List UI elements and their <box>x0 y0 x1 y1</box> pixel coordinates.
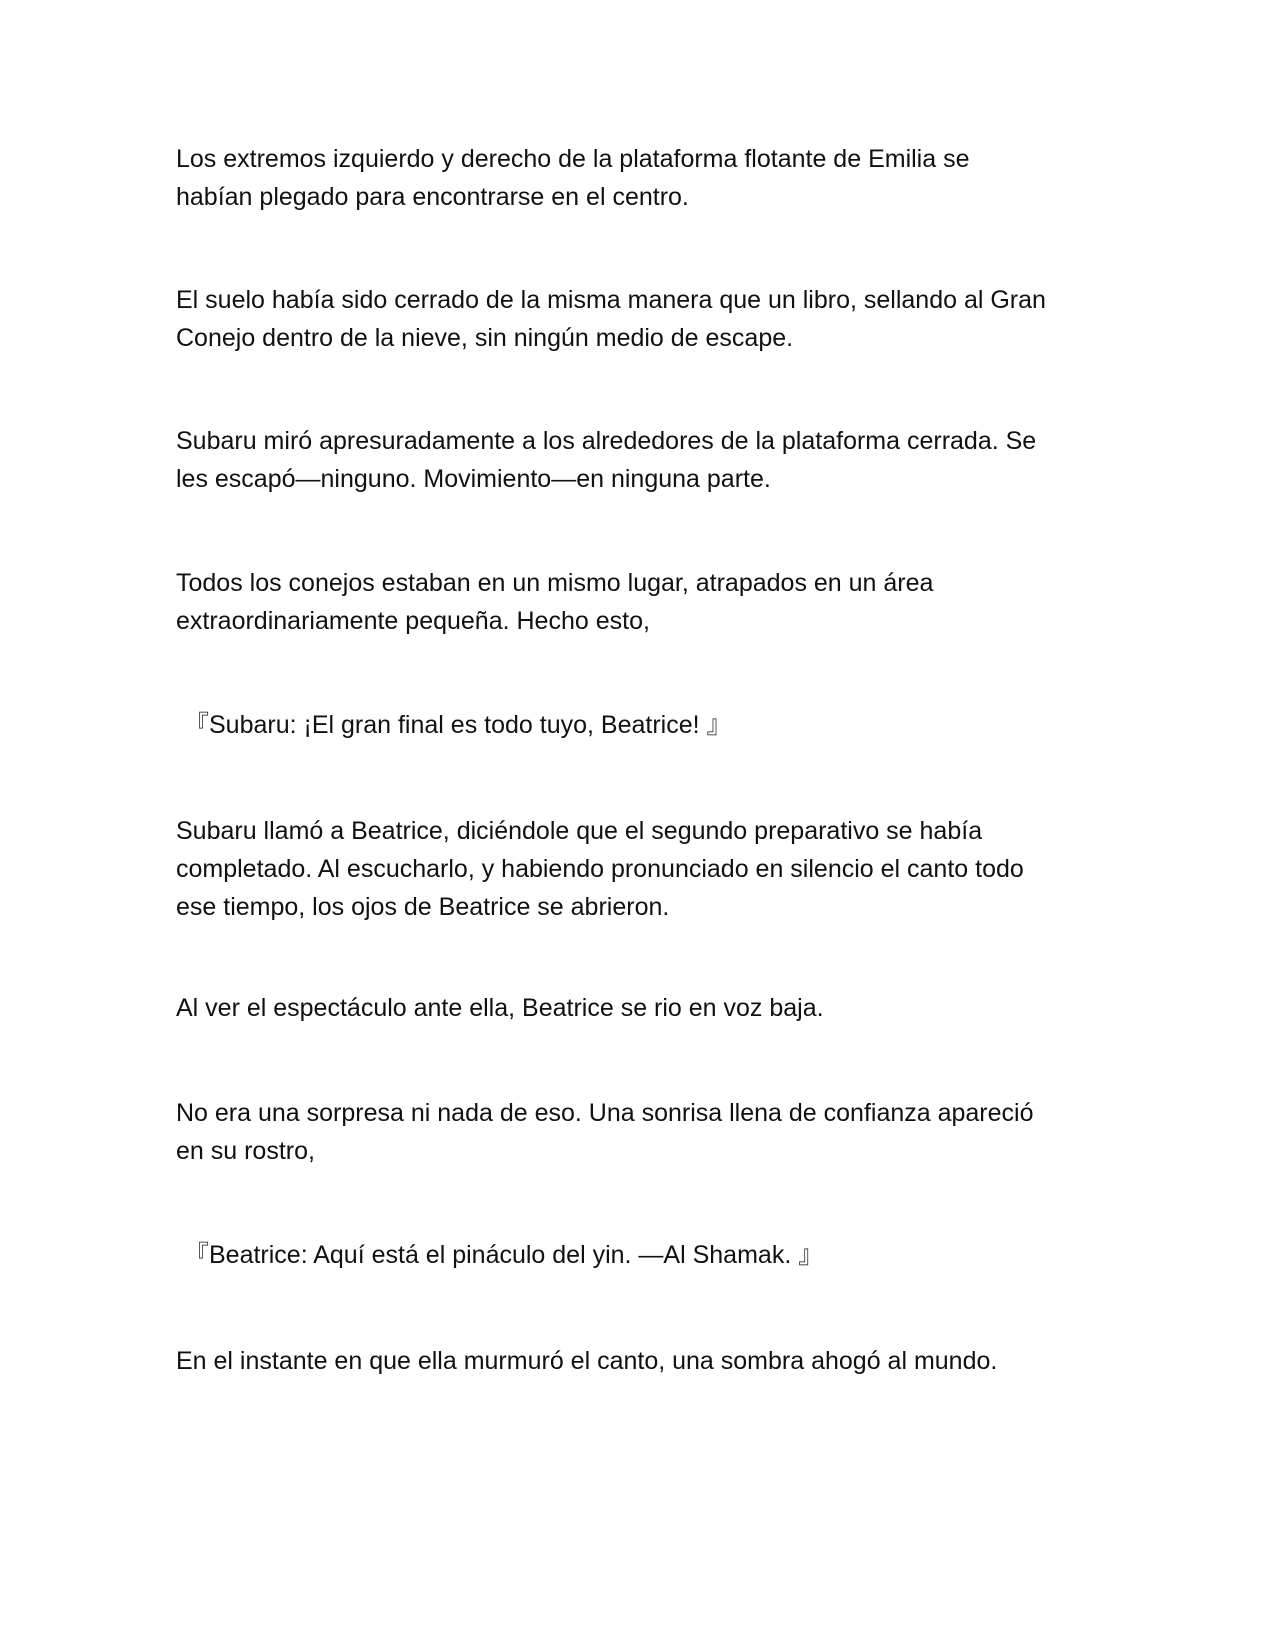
text-line: Subaru llamó a Beatrice, diciéndole que el segundo preparativo se había <box>176 817 983 845</box>
text-line: 『Beatrice: Aquí está el pináculo del yin. —Al Shamak. 』 <box>184 1241 824 1269</box>
paragraph <box>176 812 1106 926</box>
text-line: completado. Al escucharlo, y habiendo pronunciado en silencio el canto todo <box>176 855 1024 883</box>
paragraph <box>176 1342 1106 1380</box>
text-line: Al ver el espectáculo ante ella, Beatrice se rio en voz baja. <box>176 994 824 1022</box>
text-line: habían plegado para encontrarse en el centro. <box>176 183 689 211</box>
text-line: en su rostro, <box>176 1137 315 1165</box>
paragraph <box>176 1094 1106 1170</box>
text-line: Conejo dentro de la nieve, sin ningún medio de escape. <box>176 324 794 352</box>
text-line: les escapó—ninguno. Movimiento—en ninguna parte. <box>176 465 771 493</box>
text-line: No era una sorpresa ni nada de eso. Una sonrisa llena de confianza apareció <box>176 1099 1034 1127</box>
text-line: El suelo había sido cerrado de la misma manera que un libro, sellando al Gran <box>176 286 1046 314</box>
text-line: ese tiempo, los ojos de Beatrice se abrieron. <box>176 893 670 921</box>
paragraph <box>176 422 1106 498</box>
text-line: En el instante en que ella murmuró el canto, una sombra ahogó al mundo. <box>176 1347 998 1375</box>
text-line: Todos los conejos estaban en un mismo lugar, atrapados en un área <box>176 569 934 597</box>
paragraph <box>176 989 1106 1027</box>
text-line: Subaru miró apresuradamente a los alrededores de la plataforma cerrada. Se <box>176 427 1037 455</box>
paragraph <box>176 140 1106 216</box>
dialogue-line <box>184 706 1114 744</box>
paragraph <box>176 564 1106 640</box>
dialogue-line <box>184 1236 1114 1274</box>
text-line: Los extremos izquierdo y derecho de la plataforma flotante de Emilia se <box>176 145 970 173</box>
text-line: extraordinariamente pequeña. Hecho esto, <box>176 607 650 635</box>
paragraph <box>176 281 1106 357</box>
text-line: 『Subaru: ¡El gran final es todo tuyo, Beatrice! 』 <box>184 711 732 739</box>
